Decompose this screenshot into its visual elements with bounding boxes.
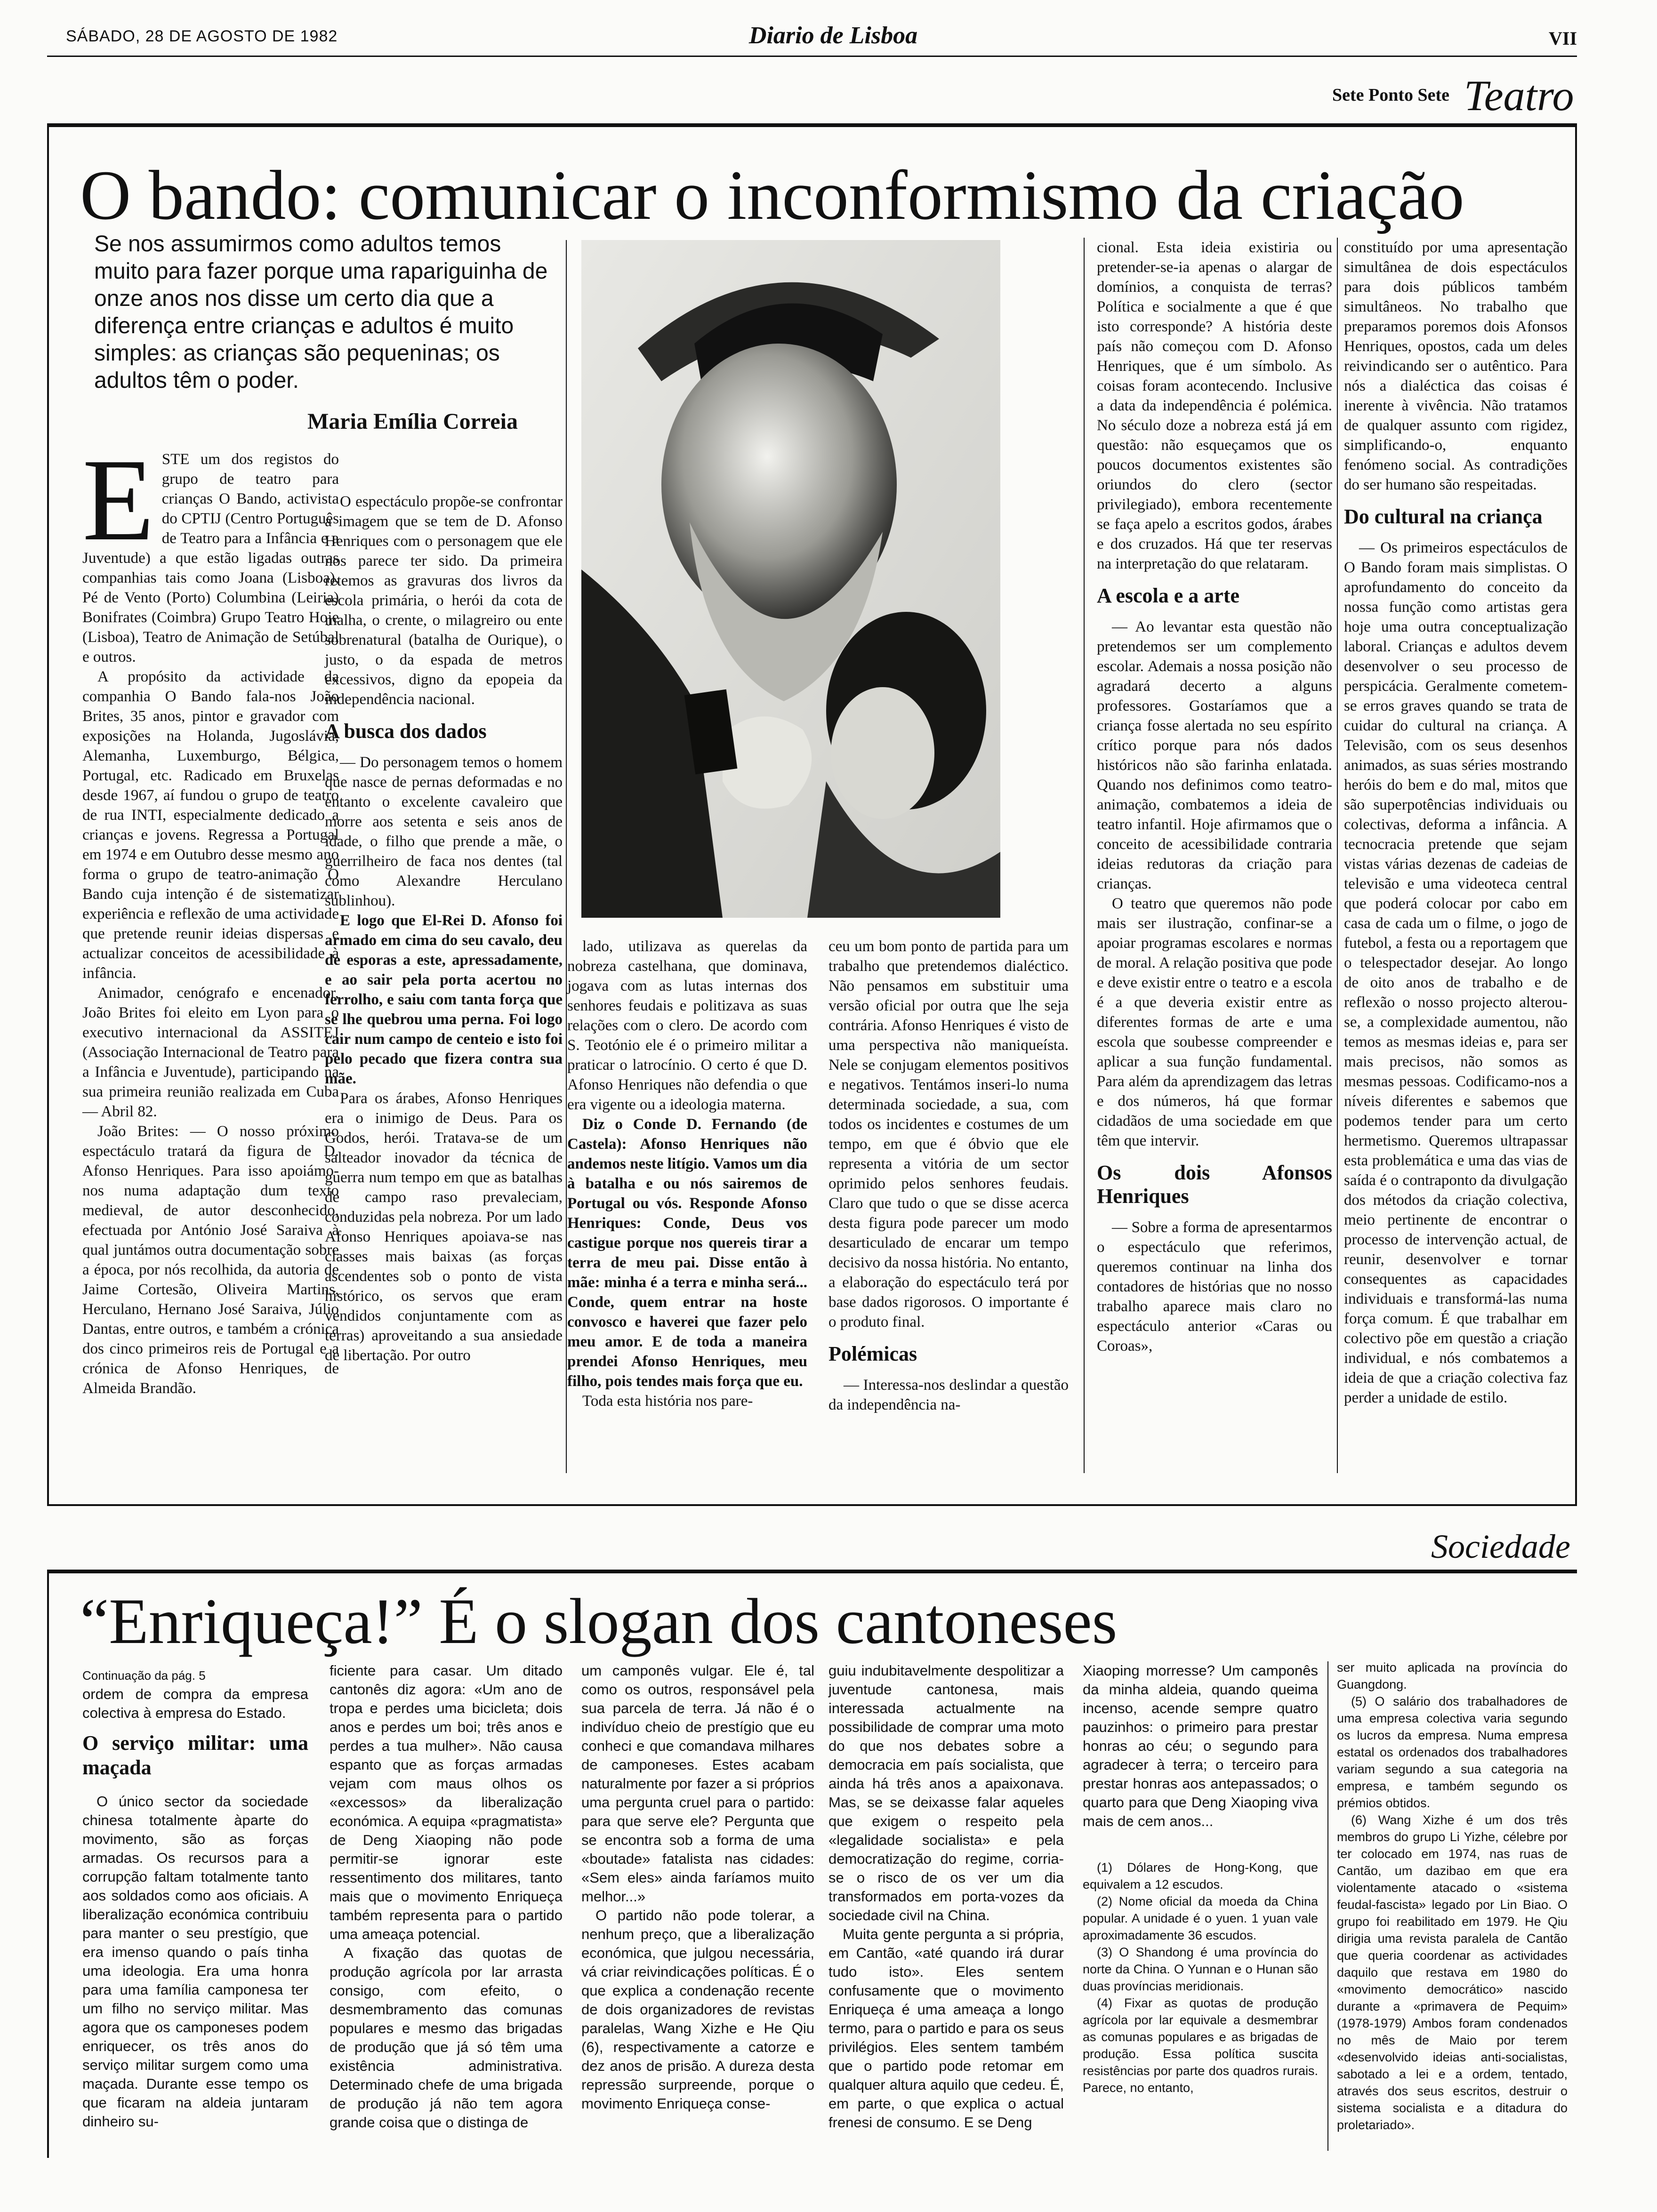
article-paragraph: Toda esta história nos pare- <box>582 1393 753 1410</box>
article-paragraph: O teatro que queremos não pode mais ser ilustração, confinar-se a apoiar programas escolares e normas de moral. A relação positiva que pode e deve existir entre o teatro e a escola é a que deveria existir entre as diferentes formas de arte e uma escola que soubesse compreender e aplicar a sua função fundamental. Para além da aprendizagem das letras e dos números, há que formar cidadãos de uma sociedade em que têm que intervir. <box>1097 895 1332 1149</box>
section-title-sociedade: Sociedade <box>1431 1528 1570 1565</box>
article-paragraph: cional. Esta ideia existiria ou pretender-se-ia apenas o alargar de domínios, a conquista de terras? Política e socialmente a que é que isto corresponde? A história deste país não começou com D. Afonso Henriques, que é um símbolo. As coisas foram acontecendo. Inclusive a data da independência é polémica. No século doze a nobreza está já em questão: não esqueçamos que os poucos documentos existentes são oriundos do clero (sector privilegiado), embora recentemente se faça apelo a escritos godos, árabes e dos cruzados. Há que ter reservas na interpretação do que relataram. <box>1097 239 1332 572</box>
drop-cap: E <box>82 435 154 565</box>
article-paragraph: lado, utilizava as querelas da nobreza castelhana, que dominava, jogava com as lutas internas dos senhores feudais e politizava as suas relações com o clero. De acordo com S. Teotónio ele é o primeiro militar a praticar o latrocínio. O certo é que D. Afonso Henriques não defendia o que era vigente ou a ideologia materna. <box>567 938 807 1113</box>
header-rule <box>47 56 1577 57</box>
issue-date: SÁBADO, 28 DE AGOSTO DE 1982 <box>66 27 338 45</box>
footnote: ser muito aplicada na província do Guangdong. <box>1337 1660 1568 1691</box>
teatro-column-4 <box>828 937 1069 1415</box>
column-rule <box>566 240 567 1473</box>
article-paragraph: guiu indubitavelmente despolitizar a juventude cantonesa, mais interessada actualmente na possibilidade de comprar uma moto do que nos debates sobre a democracia em país socialista, que ainda há três anos a apaixonava. Mas, se se deixasse falar aqueles que exigem o respeito pela «legalidade socialista» e pela democratização do regime, corria-se o risco de os ver um dia transformados em porta-vozes da sociedade civil na China. <box>828 1662 1064 1923</box>
subheading: Os dois Afonsos Henriques <box>1097 1161 1332 1208</box>
headline-teatro: O bando: comunicar o inconformismo da criação <box>80 156 1464 234</box>
article-paragraph: A propósito da actividade da companhia O Bando fala-nos João Brites, 35 anos, pintor e gravador com exposições na Holanda, Jugoslávia, Alemanha, Luxemburgo, Bélgica, Portugal, etc. Radicado em Bruxelas desde 1967, aí fundou o grupo de teatro de rua INTI, especialmente dedicado a crianças e jovens. Regressa a Portugal em 1974 e em Outubro desse mesmo ano forma o grupo de teatro-animação O Bando cuja intenção é de sistematizar experiência e reflexão de uma actividade que pretende reunir ideias dispersas e actualizar conceitos de acessibilidade à infância. <box>82 668 339 982</box>
article-paragraph: — Os primeiros espectáculos de O Bando foram mais simplistas. O aprofundamento do conceito da nossa função como artistas gera hoje uma outra conceptualização laboral. Crianças e adultos devem desenvolver o seu processo de perspicácia. Geralmente cometem-se erros graves quando se trata de cuidar do cultural na criança. A Televisão, com os seus desenhos animados, as suas séries mostrando heróis do bem e do mal, mitos que são superpotências individuais ou colectivas, deforma a infância. A tecnocracia pretende que sejam vistas várias dezenas de cadeias de televisão e uma videoteca central que poderá colocar por cabo em casa de cada um o filme, o jogo de futebol, a festa ou a reportagem que o telespectador desejar. Ao longo de oito anos de trabalho e de reflexão o nosso projecto alterou-se, a complexidade aumentou, não temos as mesmas ideias e, para ser mais precisos, não somos as mesmas pessoas. Codificamo-nos a níveis diferentes e sabemos que podemos tender para um certo hermetismo. Queremos ultrapassar esta problemática e uma das vias de saída é o contraponto da divulgação dos métodos da criação colectiva, meio pertinente de encontrar o processo de intervenção actual, de reunir, desenvolver e tornar consequentes as capacidades individuais e transformá-las numa força comum. É que trabalhar em colectivo põe em questão a criação individual, e nós combatemos a ideia de que a criação colectiva faz perder a unidade de estilo. <box>1344 539 1568 1406</box>
column-rule <box>1337 238 1338 1473</box>
article-paragraph: — Ao levantar esta questão não pretendemos ser um complemento escolar. Ademais a nossa posição não agradará decerto a alguns professores. Gostaríamos que a criança fosse alertada no seu espírito crítico porque para nós dados históricos não são farinha enlatada. Quando nos definimos como teatro-animação, combatemos a ideia de teatro infantil. Hoje afirmamos que o conceito de acessibilidade contraria ideias redutoras da criação para crianças. <box>1097 618 1332 892</box>
article-paragraph: um camponês vulgar. Ele é, tal como os outros, responsável pela sua parcela de terra. Já não é o indivíduo cheio de prestígio que eu conheci e que comandava milhares de camponeses. Estes acabam naturalmente por fazer a si próprios uma pergunta cruel para o partido: para que serve ele? Pergunta que se encontra sob a forma de uma «boutade» fatalista nas cidades: «Sem eles» ainda faríamos muito melhor...» <box>581 1662 814 1905</box>
article-paragraph: — Interessa-nos deslindar a questão da independência na- <box>828 1377 1069 1413</box>
sociedade-column-1 <box>82 1666 308 2131</box>
article-paragraph: O espectáculo propõe-se confrontar a imagem que se tem de D. Afonso Henriques com o personagem que ele nos parece ter sido. Da primeira retemos as gravuras dos livros da escola primária, o herói da cota de malha, o crente, o milagreiro ou ente sobrenatural (batalha de Ourique), o justo, o da espada de metros excessivos, digno da epopeia da independência nacional. <box>325 493 563 708</box>
subheading: Polémicas <box>828 1342 917 1365</box>
teatro-column-3 <box>567 937 807 1411</box>
frame-left <box>47 123 49 1505</box>
section-rule-middle <box>47 1504 1577 1506</box>
article-paragraph: — Sobre a forma de apresentarmos o espectáculo que referimos, queremos continuar na linha dos contadores de histórias que no nosso trabalho aparece mais claro no espectáculo anterior «Caras ou Coroas», <box>1097 1219 1332 1354</box>
section-rule-top <box>47 123 1577 127</box>
column-rule <box>1327 1661 1328 2151</box>
frame-right <box>1575 123 1577 1505</box>
section-rule-sociedade <box>47 1570 1577 1573</box>
sociedade-column-3 <box>581 1661 814 2113</box>
footnote: (5) O salário dos trabalhadores de uma empresa colectiva varia segundo os lucros da empresa. Numa empresa estatal os ordenados dos trabalhadores variam segundo a sua categoria na empresa, e também segundo os prémios obtidos. <box>1337 1694 1568 1810</box>
subheading: Do cultural na criança <box>1344 505 1543 528</box>
section-subtitle: Sete Ponto Sete <box>1332 85 1450 105</box>
article-paragraph: João Brites: — O nosso próximo espectáculo tratará da figura de D. Afonso Henriques. Para isso apoiámo-nos numa adaptação dum texto medieval, de autor desconhecido, efectuada por António José Saraiva à qual juntámos outra documentação sobre a época, por nós recolhida, da autoria de Jaime Cortesão, Oliveira Martins, Herculano, Hernano José Saraiva, Júlio Dantas, entre outros, e também a crónica dos cinco primeiros reis de Portugal e a crónica de Afonso Henriques, de Almeida Brandão. <box>82 1123 339 1397</box>
article-paragraph: ceu um bom ponto de partida para um trabalho que pretendemos dialéctico. Não pensamos em substituir uma versão oficial por outra que lhe seja contrária. Afonso Henriques é visto de uma perspectiva não maniqueísta. Nele se conjugam elementos positivos e negativos. Tentámos inseri-lo numa determinada sociedade, a sua, com todos os incidentes e costumes de um tempo, em que é óbvio que ele representa a vitória de um sector oprimido pelos senhores feudais. Claro que tudo o que se disse acerca desta figura pode parecer um modo desarticulado de encarar um tempo decisivo da nossa história. No entanto, a elaboração do espectáculo terá por base dados rigorosos. O importante é o produto final. <box>828 938 1069 1330</box>
footnote: (3) O Shandong é uma província do norte da China. O Yunnan e o Hunan são duas províncias meridionais. <box>1083 1945 1318 1993</box>
article-paragraph: ficiente para casar. Um ditado cantonês diz agora: «Um ano de tropa e perdes uma bicicleta; dois anos e perdes um boi; três anos e perdes a tua mulher». Não causa espanto que as forças armadas vejam com maus olhos os «excessos» da liberalização económica. A equipa «pragmatista» de Deng Xiaoping não pode permitir-se ignorar este ressentimento dos militares, tanto mais que o movimento Enriqueça também representa para o partido uma ameaça potencial. <box>330 1662 563 1942</box>
footnote: (2) Nome oficial da moeda da China popular. A unidade é o yuen. 1 yuan vale aproximadamente 36 escudos. <box>1083 1894 1318 1942</box>
frame-left-bottom <box>47 1570 49 2158</box>
teatro-column-2 <box>325 492 563 1365</box>
article-paragraph: Diz o Conde D. Fernando (de Castela): Afonso Henriques não andemos neste litígio. Vamos um dia à batalha e ou nós sairemos de Portugal ou vós. Responde Afonso Henriques: Conde, Deus vos castigue porque nos quereis tirar a terra de meu pai. Disse então à mãe: minha é a terra e minha será... Conde, quem entrar na hoste convosco e haverei que fazer pelo meu amor. E de toda a maneira prendei Afonso Henriques, meu filho, pois tendes mais força que eu. <box>567 1116 807 1390</box>
sociedade-column-2 <box>330 1661 563 2132</box>
article-paragraph: Muita gente pergunta a si própria, em Cantão, «até quando irá durar tudo isto». Eles sentem confusamente que o movimento Enriqueça é uma ameaça a longo termo, para o partido e para os seus privilégios. Eles sentem também que o partido pode retomar em qualquer altura aquilo que cedeu. É, em parte, o que explica o actual frenesi de consumo. E se Deng <box>828 1926 1064 2131</box>
subheading: A escola e a arte <box>1097 584 1239 607</box>
column-rule <box>1084 238 1085 1473</box>
article-paragraph: ESTE um dos registos do grupo de teatro para crianças O Bando, activista do CPTIJ (Centro Português de Teatro para a Infância e a Juventude) a que estão ligadas outras companhias tais como Joana (Lisboa), Pé de Vento (Porto) Columbina (Leiria) Bonifrates (Coimbra) Grupo Teatro Hoje (Lisboa), Teatro de Animação de Setúbal e outros. <box>82 435 339 665</box>
subheading: A busca dos dados <box>325 720 487 743</box>
photo-man-with-child <box>581 240 1000 918</box>
section-title-teatro: Teatro <box>1464 72 1574 120</box>
teatro-column-1 <box>82 435 339 1398</box>
sociedade-column-5 <box>1083 1661 1318 2096</box>
footnote: (4) Fixar as quotas de produção agrícola por lar equivale a desmembrar as comunas populares e as brigadas de produção. Essa política suscita resistências por parte dos quadros rurais. Parece, no entanto, <box>1083 1996 1318 2095</box>
article-paragraph: Xiaoping morresse? Um camponês da minha aldeia, quando queima incenso, acende sempre quatro pauzinhos: o primeiro para prestar honras ao céu; o segundo para agradecer à terra; o terceiro para prestar honras aos antepassados; o quarto para que Deng Xiaoping viva mais de cem anos... <box>1083 1662 1318 1829</box>
article-paragraph: A fixação das quotas de produção agrícola por lar arrasta consigo, com efeito, o desmembramento das comunas populares e mesmo das brigadas de produção que já só têm uma existência administrativa. Determinado chefe de uma brigada de produção já não tem agora grande coisa que o distinga de <box>330 1945 563 2131</box>
teatro-column-6 <box>1344 238 1568 1408</box>
article-paragraph: ordem de compra da empresa colectiva à empresa do Estado. <box>82 1686 308 1721</box>
article-paragraph: O partido não pode tolerar, a nenhum preço, que a liberalização económica, que julgou necessária, vá criar reivindicações políticas. É o que explica a condenação recente de dois organizadores de revistas paralelas, Wang Xizhe e He Qiu (6), respectivamente a catorze e dez anos de prisão. A dureza desta repressão surpreende, porque o movimento Enriqueça conse- <box>581 1907 814 2112</box>
page-number: VII <box>1549 28 1577 49</box>
continuation-note: Continuação da pág. 5 <box>82 1668 206 1683</box>
lead-paragraph: Se nos assumirmos como adultos temos muito para fazer porque uma rapariguinha de onze anos nos disse um certo dia que a diferença entre crianças e adultos é muito simples: as crianças são pequeninas; os adultos têm o poder. <box>94 232 548 393</box>
article-paragraph: E logo que El-Rei D. Afonso foi armado em cima do seu cavalo, deu de esporas a este, apressadamente, e ao sair pela porta acertou no ferrolho, e saiu com tanta força que se lhe quebrou uma perna. Foi logo cair num campo de centeio e isto foi pelo pecado que fizera contra sua mãe. <box>325 912 563 1087</box>
subheading: O serviço militar: uma maçada <box>82 1731 308 1779</box>
footnote: (1) Dólares de Hong-Kong, que equivalem a 12 escudos. <box>1083 1860 1318 1891</box>
byline: Maria Emília Correia <box>307 409 518 434</box>
footnote: (6) Wang Xizhe é um dos três membros do grupo Li Yizhe, célebre por ter colocado em 1974, nas ruas de Cantão, um dazibao em que era violentamente atacado o «sistema feudal-fascista» legado por Lin Biao. O grupo foi reabilitado em 1979. He Qiu dirigia uma revista paralela de Cantão que queria coordenar as actividades daquilo que restava em 1980 do «movimento democrático» nascido durante a «primavera de Pequim» (1978-1979) Ambos foram condenados no mês de Maio por terem «desenvolvido ideias anti-socialistas, sabotado a lei e a ordem, tentado, através dos seus escritos, destruir o sistema socialista e a ditadura do proletariado». <box>1337 1813 1568 2132</box>
sociedade-column-6 <box>1337 1659 1568 2133</box>
teatro-column-5 <box>1097 238 1332 1356</box>
masthead-logo: Diario de Lisboa <box>748 22 918 49</box>
headline-sociedade: “Enriqueça!” É o slogan dos cantoneses <box>80 1585 1118 1657</box>
article-paragraph: constituído por uma apresentação simultânea de dois espectáculos para dois públicos também simultâneos. No trabalho que preparamos poremos dois Afonsos Henriques, opostos, cada um deles reivindicando ser o autêntico. Para nós a dialéctica das coisas é inerente à vivência. Não tratamos de qualquer assunto com rigidez, simplificando-o, enquanto fenómeno social. As contradições do ser humano são respeitadas. <box>1344 239 1568 493</box>
article-paragraph: O único sector da sociedade chinesa totalmente àparte do movimento, são as forças armadas. Os recursos para a corrupção faltam totalmente tanto aos soldados como aos oficiais. A liberalização económica contribuiu para manter o seu prestígio, que era imenso quando o país tinha uma ideologia. Era uma honra para uma família camponesa ter um filho no serviço militar. Mas agora que os camponeses podem enriquecer, os três anos do serviço militar surgem como uma maçada. Durante esse tempo os que ficaram na aldeia juntaram dinheiro su- <box>82 1793 308 2130</box>
article-paragraph: Animador, cenógrafo e encenador, João Brites foi eleito em Lyon para o executivo internacional da ASSITEJ (Associação Internacional de Teatro para a Infância e Juventude), participando na sua primeira reunião realizada em Cuba — Abril 82. <box>82 985 339 1120</box>
article-paragraph: Para os árabes, Afonso Henriques era o inimigo de Deus. Para os Godos, herói. Tratava-se de um salteador inovador da técnica de guerra num tempo em que as batalhas de campo raso prevaleciam, conduzidas pela nobreza. Por um lado Afonso Henriques apoiava-se nas classes mais baixas (as forças ascendentes sob o ponto de vista histórico, os servos que eram vendidos conjuntamente com as terras) aproveitando a sua ansiedade de libertação. Por outro <box>325 1090 563 1364</box>
sociedade-column-4 <box>828 1661 1064 2132</box>
footnotes <box>1083 1859 1318 2096</box>
article-paragraph: — Do personagem temos o homem que nasce de pernas deformadas e no entanto o excelente cavaleiro que morre aos setenta e seis anos de idade, o filho que prende a mãe, o guerrilheiro de faca nos dentes (tal como Alexandre Herculano sublinhou). <box>325 754 563 909</box>
